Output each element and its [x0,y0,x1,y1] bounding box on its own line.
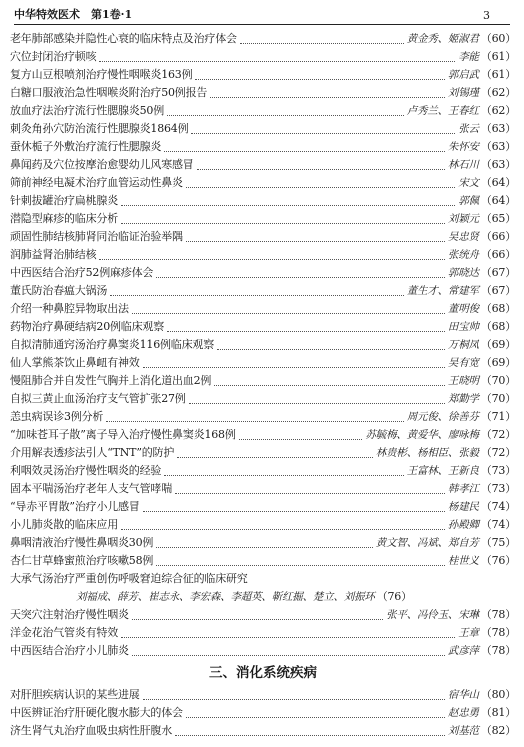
entry-authors: 董生才、常建军 [406,285,479,297]
entry-title: 洋金花治气管炎有特效 [10,626,118,639]
toc-entry[interactable] [10,336,516,354]
dot-leader [210,88,445,98]
dot-leader [132,610,383,620]
entry-page: （62） [480,86,516,99]
entry-title: 顽固性肺结核肺肾同治临证治验举隅 [10,230,183,243]
dot-leader [186,232,445,242]
entry-title: 小儿肺炎散的临床应用 [10,518,118,531]
entry-title: 中西医结合治疗52例麻疹体会 [10,266,154,279]
dot-leader [143,690,445,700]
dot-leader [177,448,373,458]
entry-page: （69） [480,356,516,369]
entry-authors: 武彦萍 [447,645,479,657]
entry-title: 老年肺部感染并隐性心衰的临床特点及治疗体会 [10,32,237,45]
toc-entry[interactable] [10,552,516,570]
entry-authors: 宿华山 [447,689,479,701]
toc-entry[interactable] [10,102,516,120]
entry-authors: 黄金秀、姬淑君 [406,33,479,45]
entry-authors: 杨建民 [447,501,479,513]
dot-leader [121,520,445,530]
dot-leader [156,538,373,548]
entry-authors: 万桐凤 [447,339,479,351]
journal-title: 中华特效医术 第1卷·1 [14,8,133,21]
entry-page: （66） [480,230,516,243]
dot-leader [132,304,445,314]
entry-title: 复方山豆根喷剂治疗慢性咽喉炎163例 [10,68,193,81]
entry-authors: 张统舟 [447,249,479,261]
entry-authors: 吴忠贤 [447,231,479,243]
entry-page: （78） [480,644,516,657]
toc-entry[interactable] [10,426,516,444]
entry-authors: 黄文智、冯斌、郑自芳 [375,537,479,549]
toc-entry[interactable] [10,300,516,318]
toc-entry[interactable] [10,210,516,228]
toc-entry[interactable] [10,390,516,408]
entry-authors: 田宝帅 [447,321,479,333]
dot-leader [197,160,445,170]
toc-entry[interactable] [10,318,516,336]
toc-entry[interactable] [10,264,516,282]
entry-title: 中西医结合治疗小儿肺炎 [10,644,129,657]
entry-page: （72） [480,446,516,459]
toc-entry[interactable] [10,228,516,246]
dot-leader [156,556,445,566]
entry-title: 慢阻肺合并自发性气胸并上消化道出血2例 [10,374,212,387]
toc-entry[interactable] [10,570,516,588]
entry-title: 自拟清肺通窍汤治疗鼻窦炎116例临床观察 [10,338,214,351]
entry-page: （74） [480,518,516,531]
section-heading: 三、消化系统疾病 [209,665,317,681]
entry-authors: 郭佩 [458,195,479,207]
entry-page: （76） [376,590,412,603]
toc-entry[interactable] [10,246,516,264]
entry-page: （75） [480,536,516,549]
dot-leader [175,726,445,736]
dot-leader [106,412,403,422]
dot-leader [121,196,455,206]
toc-entry[interactable] [10,516,516,534]
entry-page: （72） [480,428,516,441]
entry-authors: 朱怀安 [447,141,479,153]
toc-entry[interactable] [10,606,516,624]
toc-entry[interactable] [10,686,516,704]
entry-page: （73） [480,464,516,477]
entry-authors: 赵忠勇 [447,707,479,719]
entry-page: （73） [480,482,516,495]
entry-page: （81） [480,706,516,719]
entry-page: （71） [480,410,516,423]
entry-page: （63） [480,158,516,171]
entry-title: 刺灸角孙穴防治流行性腮腺炎1864例 [10,122,189,135]
entry-title: 蚕休栀子外敷治疗流行性腮腺炎 [10,140,162,153]
dot-leader [214,376,445,386]
dot-leader [121,628,455,638]
entry-page: （66） [480,248,516,261]
dot-leader [110,286,403,296]
entry-page: （78） [480,626,516,639]
entry-title: 董氏防治春瘟大锅汤 [10,284,108,297]
toc-entry[interactable] [10,282,516,300]
entry-page: （63） [480,140,516,153]
entry-authors: 桂世义 [447,555,479,567]
toc-entry[interactable] [10,138,516,156]
entry-page: （76） [480,554,516,567]
dot-leader [195,70,444,80]
entry-authors: 林贵彬、杨相臣、张毅 [375,447,479,459]
dot-leader [99,52,455,62]
entry-title: 鼻咽清液治疗慢性鼻咽炎30例 [10,536,154,549]
toc-entry[interactable] [10,624,516,642]
entry-page: （61） [480,50,516,63]
entry-authors: 吴有宽 [447,357,479,369]
entry-title: 自拟三黄止血汤治疗支气管扩张27例 [10,392,186,405]
dot-leader [143,358,445,368]
running-header [14,0,510,25]
entry-authors: 董明俊 [447,303,479,315]
entry-page: （74） [480,500,516,513]
toc-entry[interactable] [10,30,516,48]
dot-leader [189,394,445,404]
toc-entry[interactable] [10,66,516,84]
entry-authors: 王富林、王新良 [406,465,479,477]
entry-title: 潜隐型麻疹的临床分析 [10,212,118,225]
entry-title: 对肝胆疾病认识的某些进展 [10,688,140,701]
entry-authors: 李能 [458,51,479,63]
entry-page: （67） [480,266,516,279]
toc-entry[interactable] [10,408,516,426]
toc-entry[interactable] [10,84,516,102]
entry-title: 白糖口服液治急性咽喉炎附治疗50例报告 [10,86,208,99]
entry-page: （64） [480,176,516,189]
entry-authors: 刘福成、薛芳、崔志永、李宏森、李超英、靳红掘、楚立、刘振环 [76,591,375,603]
entry-authors: 苏毓梅、黄爱华、廖咏梅 [365,429,479,441]
toc-entry[interactable] [10,354,516,372]
entry-authors: 郭晓达 [447,267,479,279]
entry-page: （62） [480,104,516,117]
entry-title: 药物治疗鼻硬结病20例临床观察 [10,320,164,333]
entry-authors: 刘基范 [447,725,479,737]
entry-authors: 刘锡瑾 [447,87,479,99]
entry-page: （82） [480,724,516,737]
dot-leader [156,268,445,278]
dot-leader [191,124,455,134]
dot-leader [175,484,445,494]
toc-entry[interactable] [10,156,516,174]
toc-entry[interactable] [10,372,516,390]
toc-entry[interactable] [10,480,516,498]
entry-title: “导赤平胃散”治疗小儿感冒 [10,500,140,513]
toc-entry[interactable] [10,534,516,552]
entry-page: （68） [480,320,516,333]
entry-page: （64） [480,194,516,207]
entry-title: 大承气汤治疗严重创伤呼吸窘迫综合征的临床研究 [10,572,248,585]
entry-page: （60） [480,32,516,45]
entry-authors: 周元俊、徐善芬 [406,411,479,423]
entry-page: （63） [480,122,516,135]
toc-entry[interactable] [10,192,516,210]
entry-page: （70） [480,374,516,387]
entry-title: 鼻闻药及穴位按摩治愈婴幼儿风寒感冒 [10,158,194,171]
entry-page: （69） [480,338,516,351]
entry-authors: 孙殿卿 [447,519,479,531]
entry-title: 利咽效灵汤治疗慢性咽炎的经验 [10,464,162,477]
entry-title: “加味苍耳子散”离子导入治疗慢性鼻窦炎168例 [10,428,236,441]
entry-page: （70） [480,392,516,405]
toc-entry[interactable] [10,498,516,516]
entry-page: （68） [480,302,516,315]
entry-title: 润肺益肾治肺结核 [10,248,97,261]
entry-authors: 林石川 [447,159,479,171]
entry-page: （78） [480,608,516,621]
entry-title: 介绍一种鼻腔异物取出法 [10,302,129,315]
toc-entry[interactable] [10,642,516,660]
dot-leader [217,340,445,350]
toc-entry[interactable] [10,444,516,462]
entry-authors: 卢秀兰、王春红 [406,105,479,117]
dot-leader [167,322,445,332]
dot-leader [132,646,445,656]
dot-leader [143,502,445,512]
entry-title: 针刺拔罐治疗扁桃腺炎 [10,194,118,207]
entry-title: 筛前神经电凝术治疗血管运动性鼻炎 [10,176,183,189]
entry-page: （80） [480,688,516,701]
entry-title: 仙人掌熊茶饮止鼻衄有神效 [10,356,140,369]
toc-entry[interactable] [10,462,516,480]
dot-leader [99,250,444,260]
toc-entry[interactable] [10,48,516,66]
entry-authors: 张平、冯伶玉、宋琳 [386,609,479,621]
entry-title: 放血疗法治疗流行性腮腺炎50例 [10,104,164,117]
entry-title: 固本平喘汤治疗老年人支气管哮喘 [10,482,172,495]
page-number: 3 [483,9,490,22]
entry-title: 穴位封闭治疗顿咳 [10,50,97,63]
entry-page: （67） [480,284,516,297]
entry-page: （61） [480,68,516,81]
toc-entry[interactable] [10,704,516,722]
entry-authors: 韩孝江 [447,483,479,495]
entry-title: 天突穴注射治疗慢性咽炎 [10,608,129,621]
toc-entry[interactable] [10,120,516,138]
dot-leader [164,466,403,476]
dot-leader [239,430,363,440]
entry-title: 杏仁甘草蜂蜜煎治疗咳嗽58例 [10,554,154,567]
dot-leader [164,142,445,152]
entry-authors: 郑勤学 [447,393,479,405]
table-of-contents [10,30,516,740]
dot-leader [186,178,455,188]
entry-authors: 宋文 [458,177,479,189]
entry-authors: 刘颖元 [447,213,479,225]
dot-leader [121,214,445,224]
entry-title: 恙虫病误诊3例分析 [10,410,104,423]
entry-authors: 张云 [458,123,479,135]
toc-entry[interactable] [10,588,516,606]
toc-entry[interactable] [10,722,516,740]
entry-title: 济生肾气丸治疗血吸虫病性肝腹水 [10,724,172,737]
entry-page: （65） [480,212,516,225]
entry-authors: 王晓明 [447,375,479,387]
entry-title: 中医辨证治疗肝硬化腹水膨大的体会 [10,706,183,719]
entry-authors: 郭启武 [447,69,479,81]
dot-leader [240,34,404,44]
entry-title: 介用解表透疹法引人“TNT”的防护 [10,446,175,459]
entry-authors: 王章 [458,627,479,639]
dot-leader [167,106,404,116]
toc-entry[interactable] [10,174,516,192]
dot-leader [186,708,445,718]
